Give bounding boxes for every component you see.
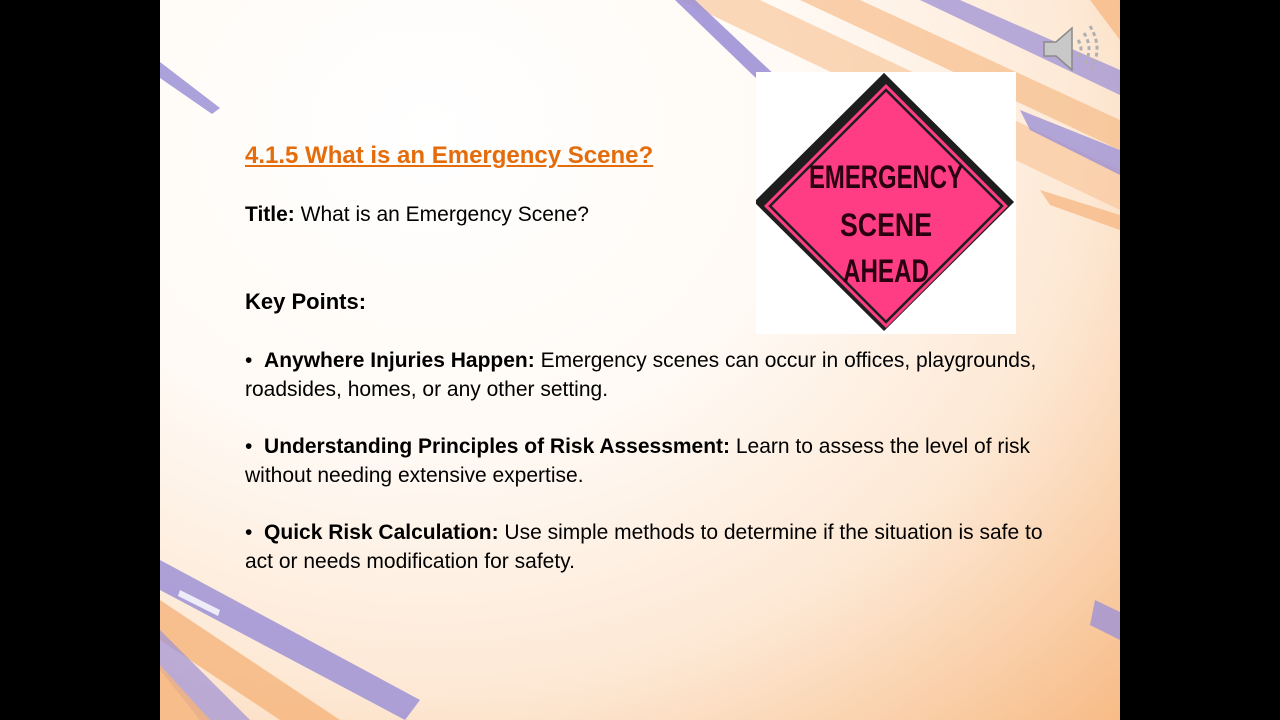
bullet-bold: Quick Risk Calculation: <box>264 521 499 544</box>
title-label: Title: <box>245 203 295 226</box>
bullet-item: • Anywhere Injuries Happen: Emergency scenes can occur in offices, playgrounds, roadsides, homes, or any other setting. <box>245 349 1037 401</box>
bullet-bold: Understanding Principles of Risk Assessment: <box>264 435 731 458</box>
slide-heading: 4.1.5 What is an Emergency Scene? <box>245 142 654 169</box>
bullet-text: Emergency scenes can occur in offices, playgrounds, roadsides, homes, or any other setting. <box>245 349 1037 401</box>
bullet-text: Use simple methods to determine if the situation is safe to act or needs modification for safety. <box>245 521 1043 573</box>
bullet-text: Learn to assess the level of risk without needing extensive expertise. <box>245 435 1031 487</box>
sign-line-1: EMERGENCY <box>809 159 963 195</box>
bullet-bold: Anywhere Injuries Happen: <box>264 349 535 372</box>
title-value: What is an Emergency Scene? <box>294 203 589 226</box>
key-points-heading: Key Points: <box>245 289 367 314</box>
bullet-item: • Quick Risk Calculation: Use simple methods to determine if the situation is safe to act or needs modification for safety. <box>245 521 1043 573</box>
slide <box>160 0 1120 720</box>
warning-sign-graphic <box>756 72 1016 334</box>
sign-line-3: AHEAD <box>843 253 929 289</box>
speaker-icon <box>1040 18 1104 80</box>
audio-play-button[interactable] <box>1040 18 1104 80</box>
title-line <box>245 203 589 227</box>
bullet-item: • Understanding Principles of Risk Assessment: Learn to assess the level of risk without needing extensive expertise. <box>245 435 1031 487</box>
sign-line-2: SCENE <box>840 207 932 243</box>
bullet-list <box>245 346 1075 604</box>
emergency-sign-image <box>756 72 1016 334</box>
